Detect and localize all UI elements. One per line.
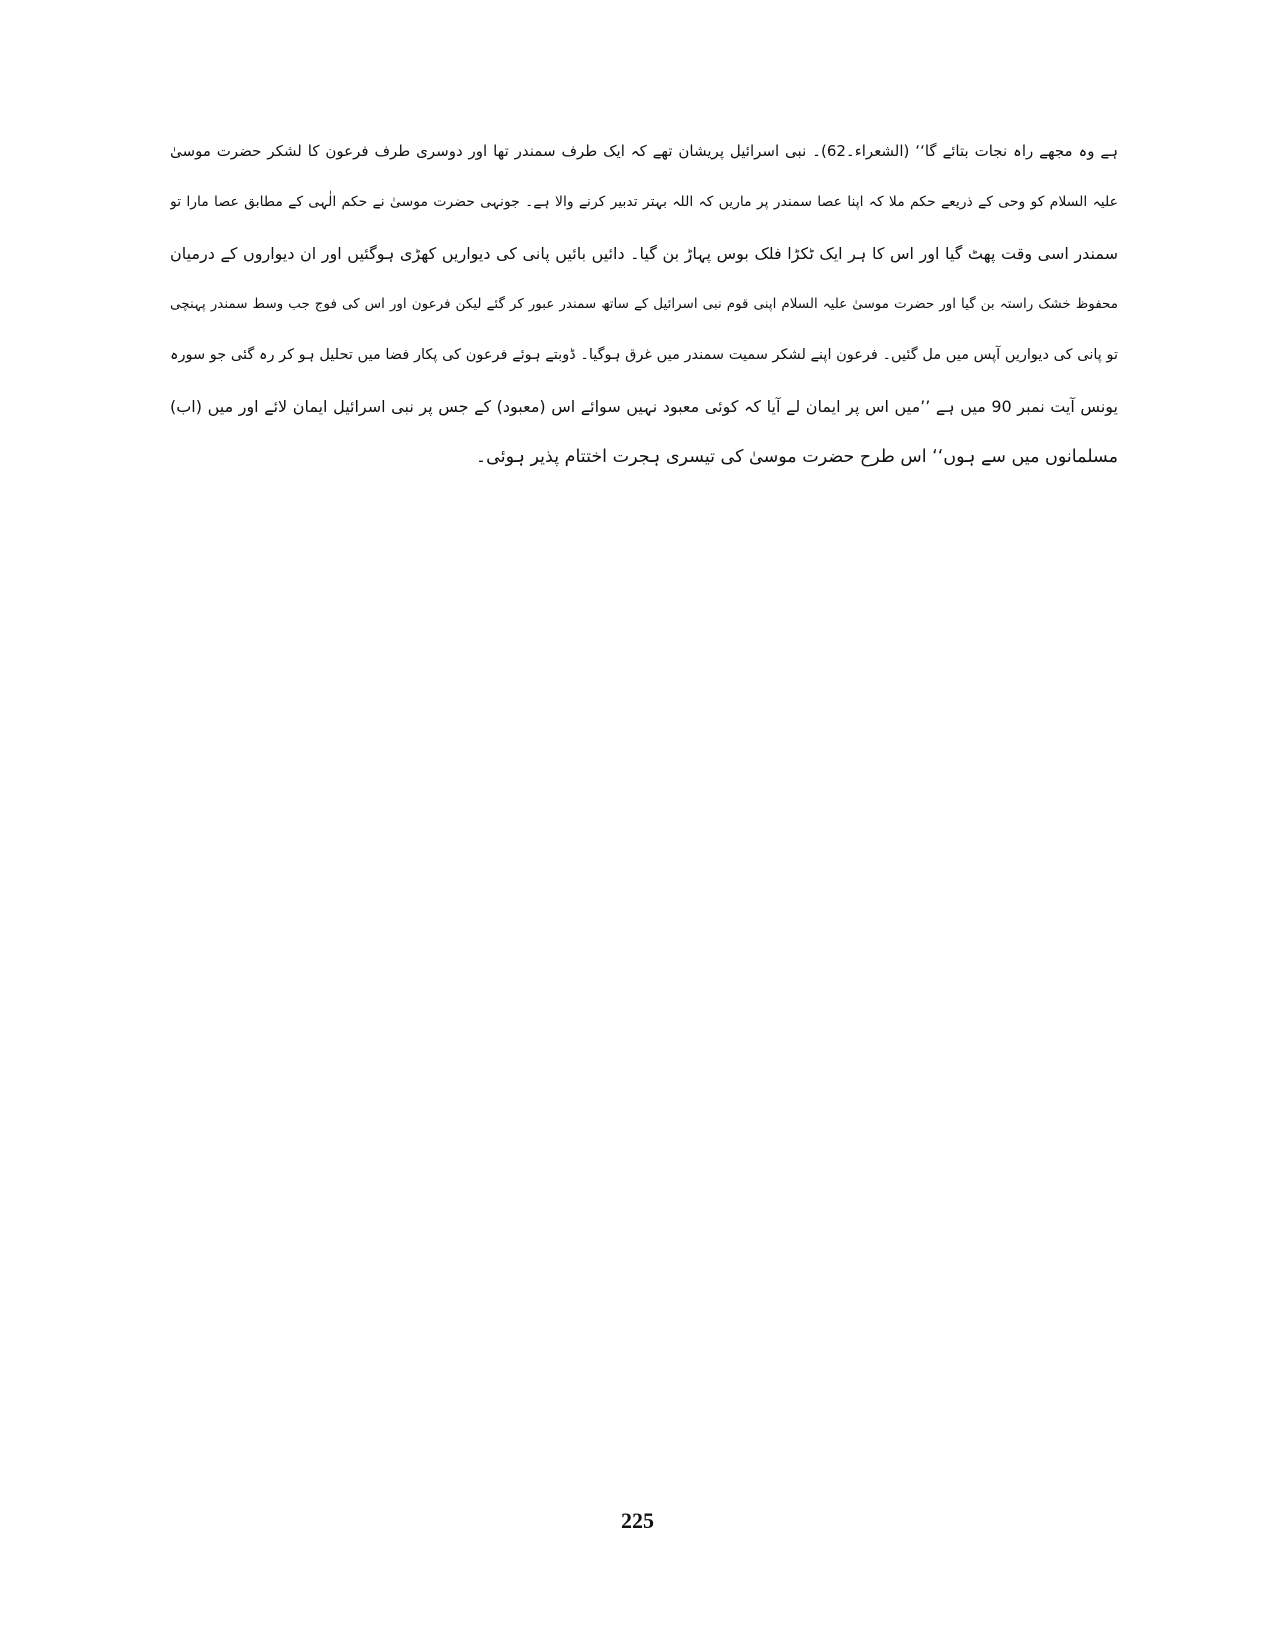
paragraph-line-5: تو پانی کی دیواریں آپس میں مل گئیں۔ فرعون اپنے لشکر سمیت سمندر میں غرق ہوگیا۔ ڈوبتے ہوئے فرعون کی پکار فضا میں تحلیل ہو کر رہ گئی جو سورہ	[170, 347, 1118, 363]
page-number: 225	[621, 1508, 654, 1533]
paragraph-line-3: سمندر اسی وقت پھٹ گیا اور اس کا ہر ایک ٹکڑا فلک بوس پہاڑ بن گیا۔ دائیں بائیں پانی کی دیواریں کھڑی ہوگئیں اور ان دیواروں کے درمیان	[170, 244, 1118, 263]
paragraph-line-7: مسلمانوں میں سے ہوں‘‘ اس طرح حضرت موسیٰ کی تیسری ہجرت اختتام پذیر ہوئی۔	[475, 447, 1118, 467]
paragraph-line-1: ہے وہ مجھے راہ نجات بتائے گا‘‘ (الشعراء۔62)۔ نبی اسرائیل پریشان تھے کہ ایک طرف سمندر تھا اور دوسری طرف فرعون کا لشکر حضرت موسیٰ	[170, 142, 1118, 160]
paragraph-line-4: محفوظ خشک راستہ بن گیا اور حضرت موسیٰ علیہ السلام اپنی قوم نبی اسرائیل کے ساتھ سمندر عبور کر گئے لیکن فرعون اور اس کی فوج جب وسط سمندر پہنچی	[170, 296, 1118, 312]
paragraph-line-2: علیہ السلام کو وحی کے ذریعے حکم ملا کہ اپنا عصا سمندر پر ماریں کہ اللہ بہتر تدبیر کرنے والا ہے۔ جونہی حضرت موسیٰ نے حکم الٰہی کے مطابق عصا مارا تو	[170, 194, 1118, 210]
paragraph-line-6: یونس آیت نمبر 90 میں ہے ’’میں اس پر ایمان لے آیا کہ کوئی معبود نہیں سوائے اس (معبود) کے جس پر نبی اسرائیل ایمان لائے اور میں (اب)	[170, 397, 1118, 416]
body-paragraph	[170, 126, 1118, 483]
